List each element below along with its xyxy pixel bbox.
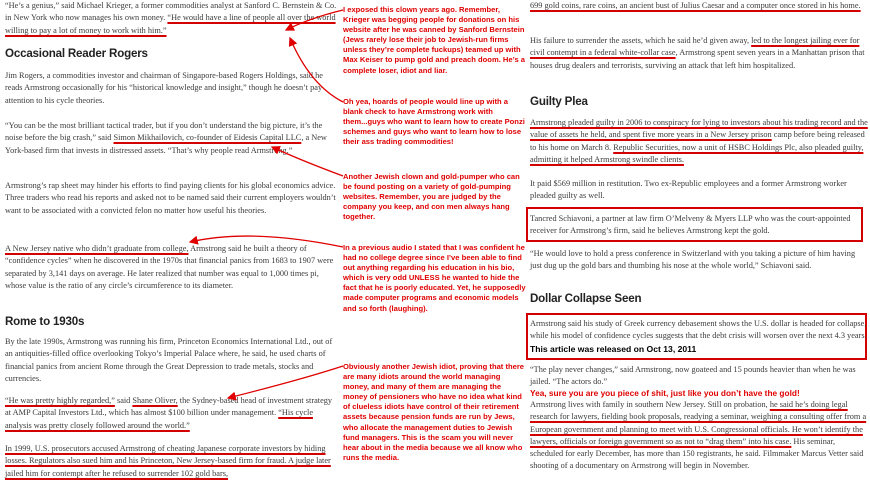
rogers-paragraph: Jim Rogers, a commodities investor and chairman of Singapore-based Rogers Holdings, said he reads Armstrong occasionally for his “historical knowledge and insight,” though he doesn’t pay attention to his cycle theories. xyxy=(5,71,323,105)
heading-guilty-plea: Guilty Plea xyxy=(530,95,588,108)
prosecutors-paragraph: In 1999, U.S. prosecutors accused Armstrong of cheating Japanese corporate investors by hiding losses. Regulators also sued him and his Princeton, New Jersey-based firm for fraud. A judge later jailed him for contempt after he refused to surrender 102 gold bars, xyxy=(5,444,331,478)
annotation-pension-funds: Obviously another Jewish idiot, proving that there are many idiots around the world managing money, and many of them are managing the money of pensioners who have no idea what kind of clueless idiots have control of their retirement assets because pension funds are run by Jews, who allocate the management duties to Jewish fund managers. This is the scam you will never hear about in the media because we all know who runs the media. xyxy=(343,362,525,462)
mikhailovich-paragraph: “You can be the most brilliant tactical trader, but if you don’t understand the big picture, it’s the noise before the big crash,” said Simon Mikhailovich, co-founder of Eidesis Capital LLC, a New York-based firm that invests in distressed assets. “That’s why people read Armstrong.” xyxy=(5,121,327,155)
restitution-paragraph: It paid $569 million in restitution. Two ex-Republic employees and a former Armstrong worker pleaded guilty as well. xyxy=(530,179,847,201)
heading-rome-to-1930s: Rome to 1930s xyxy=(5,315,85,328)
heading-occasional-reader-rogers: Occasional Reader Rogers xyxy=(5,47,148,60)
rap-sheet-paragraph: Armstrong’s rap sheet may hinder his efforts to find paying clients for his global economics advice. Three traders who read his reports and asked not to be named said their current employers wouldn’t want to be associated with a convicted felon no matter how useful his theories. xyxy=(5,181,336,215)
probation-paragraph: Armstrong lives with family in southern New Jersey. Still on probation, he said he’s doing legal research for lawyers, fielding book proposals, readying a seminar, weighing a consulting offer from a European government and planning to meet with U.S. Congressional officials. He won’t identify the lawyers, officials or foreign government so as not to “drag them” into his case. His seminar, scheduled for early December, has more than 150 registrants, he said. Filmmaker Marcus Vetter said shooting of a documentary on Armstrong will begin in November. xyxy=(530,400,867,471)
jailing-paragraph: His failure to surrender the assets, which he said he’d given away, led to the longest jailing ever for civil contempt in a federal white-collar case, Armstrong spent seven years in a Manhattan prison that houses drug dealers and terrorists, surviving an attack that left him hospitalized. xyxy=(530,36,865,70)
annotation-krieger: I exposed this clown years ago. Remember, Krieger was begging people for donations on his website after he was canned by Sanford Bernstein (Jews rarely lose their job to Jewish-run firms unless they’re complete fuckups) teamed up with Max Keiser to pump gold and preach doom. He’s a complete loser, idiot and liar. xyxy=(343,5,526,75)
dollar-collapse-paragraph: Armstrong said his study of Greek currency debasement shows the U.S. dollar is headed for collapse, while his model of confidence cycles suggests that the debt crisis will worsen over the next 4.3 years. This article was released on Oct 13, 2011 xyxy=(530,319,867,354)
press-conference-paragraph: “He would love to hold a press conference in Switzerland with you taking a picture of him having just dug up the gold bars and thumbing his nose at the whole world,” Schiavoni said. xyxy=(530,249,856,271)
annotation-hoards: Oh yea, hoards of people would line up with a blank check to have Armstrong work with them...guys who want to learn how to create Ponzi schemes and guys who want to learn how to lose their ass trading commodities! xyxy=(343,97,525,147)
shane-oliver-paragraph: “He was pretty highly regarded,” said Shane Oliver, the Sydney-based head of investment strategy at AMP Capital Investors Ltd., which has almost $100 billion under management. “His cycle analysis was pretty closely followed around the world.” xyxy=(5,396,333,430)
annotation-gold-pumper: Another Jewish clown and gold-pumper who can be found posting on a variety of gold-pumping websites. Remember, you are judged by the company you keep, and con men always hang together. xyxy=(343,172,520,222)
princeton-economics-paragraph: By the late 1990s, Armstrong was running his firm, Princeton Economics International Ltd., out of an antiquities-filled office overlooking Tokyo’s Imperial Palace where, he said, he used charts of financial panics from ancient Rome through the Great Depression to trade metals, stocks and currencies. xyxy=(5,337,333,383)
heading-dollar-collapse-seen: Dollar Collapse Seen xyxy=(530,292,642,305)
confidence-cycles-paragraph: A New Jersey native who didn’t graduate from college, Armstrong said he built a theory of “confidence cycles” when he discovered in the 1970s that financial panics from 1683 to 1907 were separated by 3,141 days on average. He later realized that number was equal to 1,000 times pi, whose value is the ratio of any circle’s circumference to its diameter. xyxy=(5,244,334,290)
annotation-college-degree: In a previous audio I stated that I was confident he had no college degree since I’ve been able to find out anything regarding his education in his bio, which is very odd UNLESS he wanted to hide the fact that he is poorly educated. Yet, he supposedly made computer programs and economic models and so forth (laughing). xyxy=(343,243,526,313)
play-never-changes-paragraph: “The play never changes,” said Armstrong, now goateed and 15 pounds heavier than when he was jailed. “The actors do.” xyxy=(530,365,856,387)
krieger-quote-highlight: “He would have a line of people all over the world willing to pay a lot of money to work with him.” xyxy=(5,13,336,35)
release-date-note: This article was released on Oct 13, 2011 xyxy=(530,343,697,354)
schiavoni-paragraph: Tancred Schiavoni, a partner at law firm O’Melveny & Myers LLP who was the court-appointed receiver for Armstrong’s firm, said he believes Armstrong kept the gold. xyxy=(530,214,851,236)
gold-comment-note: Yea, sure you are you piece of shit, just like you don’t have the gold! xyxy=(530,388,800,398)
college-highlight: A New Jersey native who didn’t graduate from college, xyxy=(5,244,189,253)
krieger-paragraph: “He’s a genius,” said Michael Krieger, a former commodities analyst at Sanford C. Bernstein & Co. in New York who now manages his own money. “He would have a line of people all over the world willing to pay a lot of money to work with him.” xyxy=(5,1,337,35)
gold-coins-paragraph: 699 gold coins, rare coins, an ancient bust of Julius Caesar and a computer once stored in his home. xyxy=(530,1,861,10)
guilty-plea-paragraph: Armstrong pleaded guilty in 2006 to conspiracy for lying to investors about his trading record and the value of assets he held, and spent five more years in a New Jersey prison camp before being released to his home on March 8. Republic Securities, now a unit of HSBC Holdings Plc, also pleaded guilty, admitting it helped Armstrong swindle clients. xyxy=(530,118,868,164)
mikhailovich-highlight: Simon Mikhailovich, co-founder of Eidesis Capital LLC xyxy=(113,133,302,143)
